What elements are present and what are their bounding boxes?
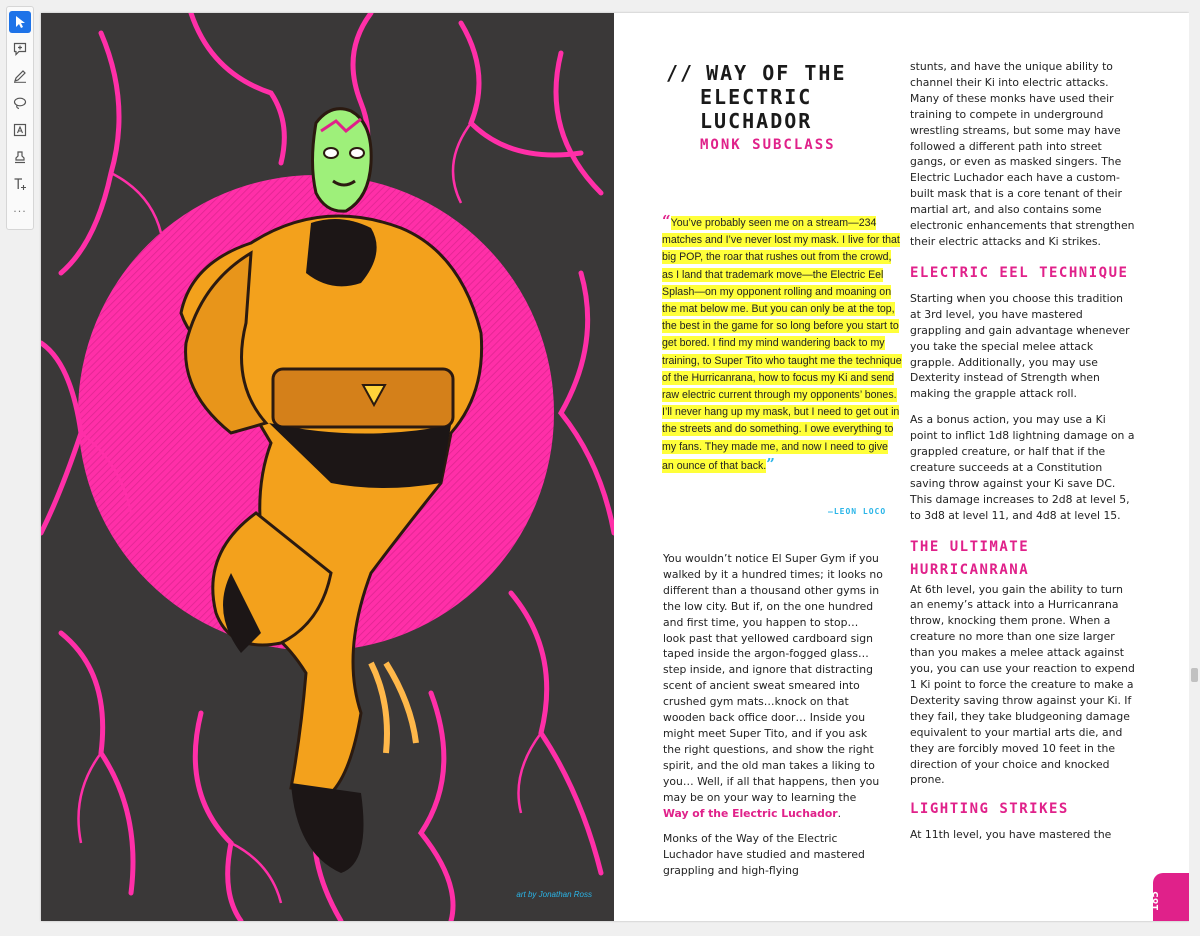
title-line-3: LUCHADOR <box>700 109 813 133</box>
column-right <box>910 59 1136 853</box>
intro-text: You wouldn’t notice El Super Gym if you walked by it a hundred times; it looks no different than a thousand other gyms in the low city. But if, on the one hundred and first time, you happen to stop… look past that yellowed cardboard sign taped inside the argon-fogged glass… step inside, and ignore that distracting scent of ancient sweat smeared into crushed gym mats…knock on that wooden back office door… Inside you might meet Super Tito, and if you ask the right questions, and show the right spirit, and the old man takes a liking to you… Well, if all that happens, then you may be on your way to learning the <box>663 552 883 804</box>
select-tool-button[interactable] <box>9 11 31 33</box>
monks-paragraph: Monks of the Way of the Electric Luchador have studied and mastered grappling and high-flying <box>663 832 865 878</box>
lasso-icon <box>13 96 27 110</box>
page-subtitle: MONK SUBCLASS <box>700 137 836 153</box>
text-page <box>614 13 1189 921</box>
open-quote-mark: “ <box>662 212 671 230</box>
page-number-tab <box>1148 873 1189 921</box>
quote-attribution: —LEON LOCO <box>828 507 887 516</box>
page-title <box>666 61 847 133</box>
lighting-paragraph: At 11th level, you have mastered the <box>910 828 1112 842</box>
add-text-icon <box>13 177 27 191</box>
comment-tool-button[interactable] <box>9 38 31 60</box>
column-left <box>663 551 883 889</box>
title-slash: // <box>666 61 695 85</box>
add-text-tool-button[interactable] <box>9 173 31 195</box>
subclass-link[interactable]: Way of the Electric Luchador <box>663 806 838 820</box>
document-viewer[interactable] <box>41 13 1189 921</box>
lasso-tool-button[interactable] <box>9 92 31 114</box>
luchador-illustration <box>41 13 614 921</box>
stamp-icon <box>13 150 27 164</box>
continued-paragraph: stunts, and have the unique ability to channel their Ki into electric attacks. Many of these monks have used their training to compete in underground wrestling streams, but some may have followed a different path into street gangs, or even as masked singers. The Electric Luchador each have a custom-built mask that is a core tenant of their martial art, and also contains some electronic enhancements that strengthen their electric attacks and Ki strikes. <box>910 60 1135 248</box>
eel-paragraph-2: As a bonus action, you may use a Ki point to inflict 1d8 lightning damage on a grappled creature, or half that if the creature succeeds at a Constitution saving throw against your Ki save DC. This damage increases to 2d8 at level 5, to 3d8 at level 11, and 4d8 at level 15. <box>910 413 1135 522</box>
page-number: 185 <box>1148 891 1161 911</box>
title-line-1: WAY OF THE <box>706 61 847 85</box>
quote-text: You’ve probably seen me on a stream—234 matches and I’ve never lost my mask. I live for that big POP, the roar that rushes out from the crowd, as I land that trademark move—the Electric Eel Splash—on my opponent rolling and moaning on the mat below me. But you can only be at the top, the best in the game for so long before you start to get bored. I find my mind wandering back to my training, to Super Tito who taught me the technique of the Hurricanrana, how to focus my Ki and send raw electric current through my opponents’ bones. I’ll never hang up my mask, but I need to get out in the streets and do something. I owe everything to my fans. They made me, and now I need to give an ounce of that back. <box>662 217 902 472</box>
eel-paragraph-1: Starting when you choose this tradition at 3rd level, you have mastered grappling and gain advantage whenever you take the special melee attack grapple. Additionally, you may use Dexterity instead of Strength when making the grapple attack roll. <box>910 291 1130 401</box>
close-quote-mark: ” <box>766 454 775 473</box>
intro-paragraph <box>663 551 883 821</box>
intro-end: . <box>837 806 842 820</box>
art-credit: art by Jonathan Ross <box>516 890 592 899</box>
title-line-2: ELECTRIC <box>700 85 813 109</box>
luchador-mask <box>313 109 372 211</box>
heading-hurricanrana: THE ULTIMATE HURRICANRANA <box>910 538 1030 578</box>
illustration-graphic <box>41 13 614 921</box>
pull-quote <box>662 213 902 475</box>
comment-plus-icon <box>13 42 27 56</box>
draw-tool-button[interactable] <box>9 65 31 87</box>
heading-lighting-strikes: LIGHTING STRIKES <box>910 801 1069 818</box>
vertical-scrollbar[interactable] <box>1189 0 1200 936</box>
stamp-tool-button[interactable] <box>9 146 31 168</box>
more-icon: ··· <box>13 204 27 218</box>
text-box-tool-button[interactable] <box>9 119 31 141</box>
hurricanrana-paragraph: At 6th level, you gain the ability to turn an enemy’s attack into a Hurricanrana throw, knocking them prone. When a creature no more than one size larger than you makes a melee attack against you, you can use your reaction to expend 1 Ki point to force the creature to make a Dexterity saving throw against your Ki. If they fail, they take bludgeoning damage equivalent to your martial arts die, and they are forcibly moved 10 feet in the direction of your choice and knocked prone. <box>910 582 1135 787</box>
more-tools-button[interactable] <box>9 200 31 222</box>
annotation-toolbar <box>6 6 34 230</box>
cursor-icon <box>13 15 27 29</box>
pen-icon <box>13 69 27 83</box>
text-box-icon <box>13 123 27 137</box>
heading-electric-eel: ELECTRIC EEL TECHNIQUE <box>910 264 1129 281</box>
championship-belt <box>273 369 453 427</box>
scrollbar-thumb[interactable] <box>1191 668 1198 682</box>
